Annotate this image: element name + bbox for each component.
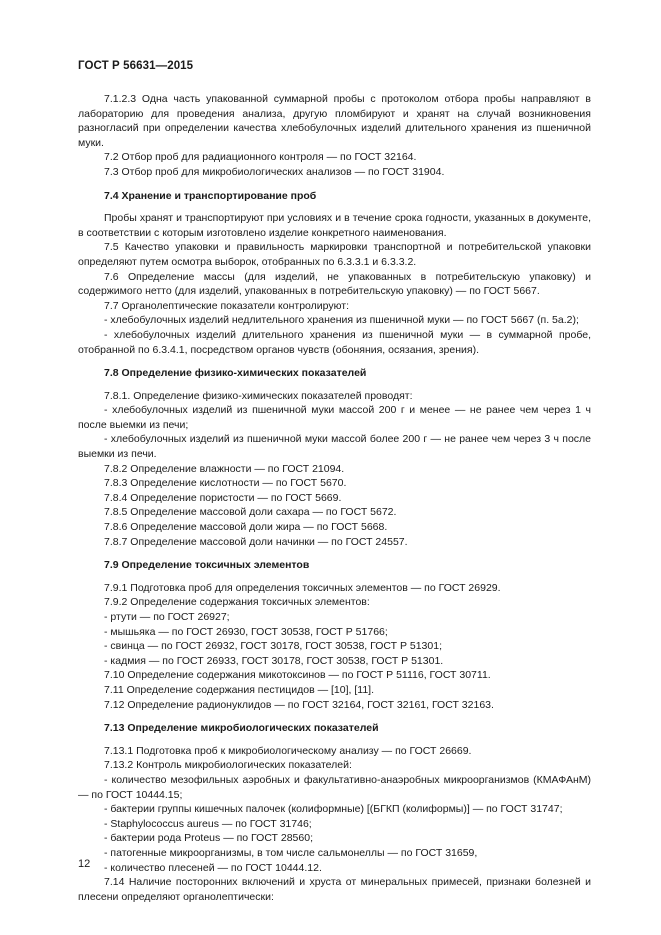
section-heading: 7.9 Определение токсичных элементов xyxy=(104,559,310,572)
paragraph: - количество мезофильных аэробных и факультативно-анаэробных микроорганизмов (КМАФАнМ) — по ГОСТ 10444.15; xyxy=(78,773,591,801)
paragraph: - свинца — по ГОСТ 26932, ГОСТ 30178, ГОСТ 30538, ГОСТ Р 51301; xyxy=(104,640,442,653)
paragraph: - бактерии рода Proteus — по ГОСТ 28560; xyxy=(104,832,313,845)
paragraph: 7.3 Отбор проб для микробиологических анализов — по ГОСТ 31904. xyxy=(104,165,445,178)
paragraph: - хлебобулочных изделий из пшеничной муки массой 200 г и менее — не ранее чем через 1 ч после выемки из печи; xyxy=(78,404,591,431)
paragraph: 7.6 Определение массы (для изделий, не упакованных в потребительскую упаковку) и содержимого нетто (для изделий, упакованных в потребительскую упаковку) — по ГОСТ 5667. xyxy=(78,270,591,298)
section-heading: 7.4 Хранение и транспортирование проб xyxy=(104,189,317,202)
paragraph: - кадмия — по ГОСТ 26933, ГОСТ 30178, ГОСТ 30538, ГОСТ Р 51301. xyxy=(104,654,444,667)
paragraph: - хлебобулочных изделий недлительного хранения из пшеничной муки — по ГОСТ 5667 (п. 5а.2); xyxy=(104,314,579,327)
section-heading: 7.8 Определение физико-химических показателей xyxy=(104,367,367,380)
document-body xyxy=(78,92,591,904)
paragraph: 7.12 Определение радионуклидов — по ГОСТ 32164, ГОСТ 32161, ГОСТ 32163. xyxy=(104,698,494,711)
paragraph: 7.9.1 Подготовка проб для определения токсичных элементов — по ГОСТ 26929. xyxy=(104,581,501,594)
paragraph: - мышьяка — по ГОСТ 26930, ГОСТ 30538, ГОСТ Р 51766; xyxy=(104,625,388,638)
paragraph: 7.14 Наличие посторонних включений и хруста от минеральных примесей, признаки болезней и плесени определяют органолептически: xyxy=(78,876,591,903)
paragraph: 7.2 Отбор проб для радиационного контроля — по ГОСТ 32164. xyxy=(104,151,417,164)
page-number: 12 xyxy=(78,858,91,870)
paragraph: 7.5 Качество упаковки и правильность маркировки транспортной и потребительской упаковки определяют путем осмотра выборок, отобранных по 6.3.3.1 и 6.3.3.2. xyxy=(78,241,591,268)
paragraph: 7.8.2 Определение влажности — по ГОСТ 21094. xyxy=(104,462,345,475)
paragraph: - хлебобулочных изделий длительного хранения из пшеничной муки — в суммарной пробе, отобранной по 6.3.4.1, посредством органов чувств (обоняния, осязания, зрения). xyxy=(78,328,591,356)
paragraph: 7.8.7 Определение массовой доли начинки — по ГОСТ 24557. xyxy=(104,535,408,548)
paragraph: 7.10 Определение содержания микотоксинов — по ГОСТ Р 51116, ГОСТ 30711. xyxy=(104,669,491,682)
paragraph: - патогенные микроорганизмы, в том числе сальмонеллы — по ГОСТ 31659, xyxy=(104,846,478,859)
paragraph: 7.8.3 Определение кислотности — по ГОСТ 5670. xyxy=(104,477,347,490)
paragraph: - количество плесеней — по ГОСТ 10444.12. xyxy=(104,861,322,874)
paragraph: 7.8.6 Определение массовой доли жира — по ГОСТ 5668. xyxy=(104,521,388,534)
document-header: ГОСТ Р 56631—2015 xyxy=(78,60,194,72)
paragraph: - ртути — по ГОСТ 26927; xyxy=(104,611,230,623)
paragraph: Пробы хранят и транспортируют при условиях и в течение срока годности, указанных в документе, в соответствии с которым изготовлено изделие конкретного наименования. xyxy=(78,212,591,239)
paragraph: 7.9.2 Определение содержания токсичных элементов: xyxy=(104,596,370,609)
paragraph: 7.8.5 Определение массовой доли сахара — по ГОСТ 5672. xyxy=(104,506,397,519)
paragraph: 7.8.1. Определение физико-химических показателей проводят: xyxy=(104,389,413,402)
paragraph: 7.11 Определение содержания пестицидов — [10], [11]. xyxy=(104,683,375,696)
paragraph: - хлебобулочных изделий из пшеничной муки массой более 200 г — не ранее чем через 3 ч после выемки из печи. xyxy=(78,433,591,461)
paragraph: 7.7 Органолептические показатели контролируют: xyxy=(104,299,349,312)
paragraph: 7.1.2.3 Одна часть упакованной суммарной пробы с протоколом отбора пробы направляют в лабораторию для проведения анализа, другую пломбируют и хранят на случай возникновения разногласий при определении качества хлебобулочных изделий длительного хранения из пшеничной муки. xyxy=(78,93,591,149)
paragraph: 7.13.1 Подготовка проб к микробиологическому анализу — по ГОСТ 26669. xyxy=(104,744,472,757)
paragraph: - бактерии группы кишечных палочек (колиформные) [(БГКП (колиформы)] — по ГОСТ 31747; xyxy=(104,803,563,816)
paragraph: 7.8.4 Определение пористости — по ГОСТ 5669. xyxy=(104,491,342,504)
section-heading: 7.13 Определение микробиологических показателей xyxy=(104,722,379,735)
paragraph: - Staphylococcus aureus — по ГОСТ 31746; xyxy=(104,817,312,830)
paragraph: 7.13.2 Контроль микробиологических показателей: xyxy=(104,759,352,772)
